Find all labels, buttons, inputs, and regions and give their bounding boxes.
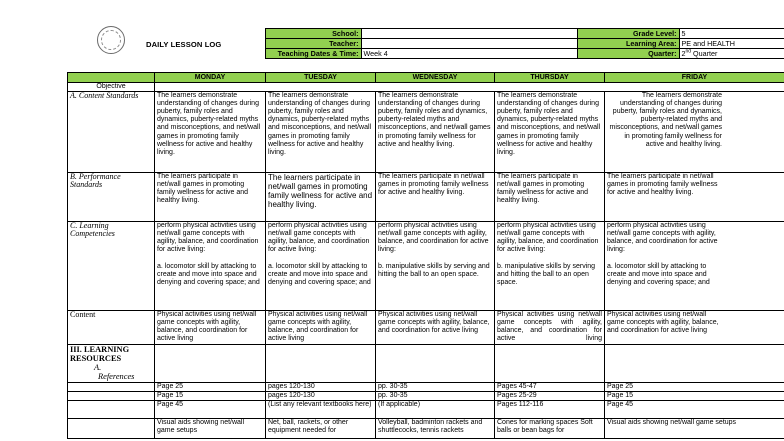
lr-tuesday[interactable] <box>266 345 376 383</box>
quarter-suffix: nd <box>685 48 692 55</box>
ps-friday[interactable]: The learners participate in net/wall games in promoting family wellness for active and healthy living. <box>605 173 784 222</box>
grade-label: Grade Level: <box>577 29 679 39</box>
ref2-tuesday[interactable]: pages 120-130 <box>266 392 376 401</box>
ref3-tuesday[interactable]: (List any relevant textbooks here) <box>266 401 376 419</box>
ref4-thursday[interactable]: Cones for marking spaces Soft balls or bean bags for <box>495 419 605 439</box>
lr-wednesday[interactable] <box>376 345 495 383</box>
ref2-friday[interactable]: Page 15 <box>605 392 784 401</box>
cs-tuesday[interactable]: The learners demonstrate understanding of changes during puberty, family roles and dynamics, puberty-related myths and misconceptions, and net/wall games in promoting family wellness for active and healthy living. <box>266 92 376 173</box>
lc-wednesday[interactable]: perform physical activities using net/wall game concepts with agility, balance, and coordination for active living: b. manipulative skills by serving and hitting the ball to an open space. <box>376 222 495 311</box>
quarter-number: 2 <box>681 49 686 58</box>
ref-label-4 <box>68 419 155 439</box>
area-value[interactable]: PE and HEALTH <box>679 39 784 49</box>
dates-value[interactable]: Week 4 <box>361 49 577 59</box>
day-wednesday: WEDNESDAY <box>376 73 495 83</box>
cs-thursday[interactable]: The learners demonstrate understanding of changes during puberty, family roles and dynamics, puberty-related myths and misconceptions, and net/wall games in promoting family wellness for active and healthy living. <box>495 92 605 173</box>
ref4-wednesday[interactable]: Volleyball, badminton rackets and shuttlecocks, tennis rackets <box>376 419 495 439</box>
ref4-tuesday[interactable]: Net, ball, rackets, or other equipment needed for <box>266 419 376 439</box>
school-label: School: <box>265 29 361 39</box>
ref-label-1 <box>68 383 155 392</box>
content-wednesday[interactable]: Physical activities using net/wall game concepts with agility, balance, and coordination for active living <box>376 311 495 345</box>
ref2-wednesday[interactable]: pp. 30-35 <box>376 392 495 401</box>
ref-label-3 <box>68 401 155 419</box>
objective-span <box>155 83 784 92</box>
lr-monday[interactable] <box>155 345 266 383</box>
content-tuesday[interactable]: Physical activities using net/wall game concepts with agility, balance, and coordination for active living <box>266 311 376 345</box>
ps-monday[interactable]: The learners participate in net/wall games in promoting family wellness for active and healthy living. <box>155 173 266 222</box>
header-spacer <box>97 29 265 39</box>
lc-friday[interactable]: perform physical activities using net/wall game concepts with agility, balance, and coordination for active living: a. locomotor skill by attacking to create and move into space and denying and covering space; and <box>605 222 784 311</box>
content-friday[interactable]: Physical activities using net/wall game concepts with agility, balance, and coordination for active living <box>605 311 784 345</box>
cs-monday[interactable]: The learners demonstrate understanding of changes during puberty, family roles and dynamics, puberty-related myths and misconceptions, and net/wall games in promoting family wellness for active and healthy living. <box>155 92 266 173</box>
lc-monday[interactable]: perform physical activities using net/wall game concepts with agility, balance, and coordination for active living: a. locomotor skill by attacking to create and move into space and denying and covering space; and <box>155 222 266 311</box>
content-row <box>68 311 784 345</box>
resources-references: References <box>98 372 135 382</box>
performance-standards-row <box>68 173 784 222</box>
ref2-monday[interactable]: Page 15 <box>155 392 266 401</box>
ref1-monday[interactable]: Page 25 <box>155 383 266 392</box>
learning-resources-row <box>68 345 784 383</box>
ps-thursday[interactable]: The learners participate in net/wall games in promoting family wellness for active and healthy living. <box>495 173 605 222</box>
school-value[interactable] <box>361 29 577 39</box>
content-label: Content <box>68 311 155 345</box>
learning-resources-title: III. LEARNING RESOURCES <box>70 345 130 364</box>
ref-label-2 <box>68 392 155 401</box>
cs-friday[interactable]: The learners demonstrate understanding of changes during puberty, family roles and dynamics, puberty-related myths and misconceptions, and net/wall games in promoting family wellness for active and healthy living. <box>605 92 784 173</box>
competencies-row <box>68 222 784 311</box>
lr-friday[interactable] <box>605 345 784 383</box>
header-spacer <box>97 39 265 49</box>
ps-tuesday[interactable]: The learners participate in net/wall games in promoting family wellness for active and healthy living. <box>266 173 376 222</box>
ref3-friday[interactable]: Page 45 <box>605 401 784 419</box>
performance-standards-label: B. Performance Standards <box>68 173 155 222</box>
reference-row-1 <box>68 383 784 392</box>
day-header-row <box>68 73 784 83</box>
reference-row-3 <box>68 401 784 419</box>
corner-cell <box>68 73 155 83</box>
lc-thursday[interactable]: perform physical activities using net/wall game concepts with agility, balance, and coordination for active living: b. manipulative skills by serving and hitting the ball to an open space. <box>495 222 605 311</box>
ref3-monday[interactable]: Page 45 <box>155 401 266 419</box>
reference-row-2 <box>68 392 784 401</box>
content-monday[interactable]: Physical activities using net/wall game concepts with agility, balance, and coordination for active living <box>155 311 266 345</box>
grade-value[interactable]: 5 <box>679 29 784 39</box>
ref1-friday[interactable]: Page 25 <box>605 383 784 392</box>
ref2-thursday[interactable]: Pages 25-29 <box>495 392 605 401</box>
header-spacer <box>97 49 265 59</box>
competencies-label: C. Learning Competencies <box>68 222 155 311</box>
lr-thursday[interactable] <box>495 345 605 383</box>
reference-row-4 <box>68 419 784 439</box>
dates-label: Teaching Dates & Time: <box>265 49 361 59</box>
ps-wednesday[interactable]: The learners participate in net/wall games in promoting family wellness for active and healthy living. <box>376 173 495 222</box>
ref1-tuesday[interactable]: pages 120-130 <box>266 383 376 392</box>
day-monday: MONDAY <box>155 73 266 83</box>
ref3-wednesday[interactable]: (If applicable) <box>376 401 495 419</box>
ref1-wednesday[interactable]: pp. 30-35 <box>376 383 495 392</box>
lesson-table <box>67 72 784 439</box>
cs-wednesday[interactable]: The learners demonstrate understanding of changes during puberty, family roles and dynamics, puberty-related myths and misconceptions, and net/wall games in promoting family wellness for active and healthy living. <box>376 92 495 173</box>
quarter-label: Quarter: <box>577 49 679 59</box>
content-standards-row <box>68 92 784 173</box>
content-standards-label: A. Content Standards <box>68 92 155 173</box>
objective-row <box>68 83 784 92</box>
teacher-label: Teacher: <box>265 39 361 49</box>
day-tuesday: TUESDAY <box>266 73 376 83</box>
objective-label: Objective <box>68 83 155 92</box>
quarter-value[interactable] <box>679 49 784 59</box>
ref3-thursday[interactable]: Pages 112-116 <box>495 401 605 419</box>
header-table <box>97 28 784 59</box>
day-friday: FRIDAY <box>605 73 784 83</box>
lc-tuesday[interactable]: perform physical activities using net/wall game concepts with agility, balance, and coordination for active living: a. locomotor skill by attacking to create and move into space and denying and covering space; and <box>266 222 376 311</box>
day-thursday: THURSDAY <box>495 73 605 83</box>
ref4-friday[interactable]: Visual aids showing net/wall game setups <box>605 419 784 439</box>
resources-sub-a: A. <box>94 363 102 373</box>
area-label: Learning Area: <box>577 39 679 49</box>
learning-resources-label <box>68 345 155 383</box>
quarter-word: Quarter <box>691 49 718 58</box>
teacher-value[interactable] <box>361 39 577 49</box>
content-thursday[interactable]: Physical activities using net/wall game concepts with agility, balance, and coordination for active living <box>495 311 605 345</box>
ref4-monday[interactable]: Visual aids showing net/wall game setups <box>155 419 266 439</box>
ref1-thursday[interactable]: Pages 45-47 <box>495 383 605 392</box>
dll-title: DAILY LESSON LOG <box>146 40 222 49</box>
